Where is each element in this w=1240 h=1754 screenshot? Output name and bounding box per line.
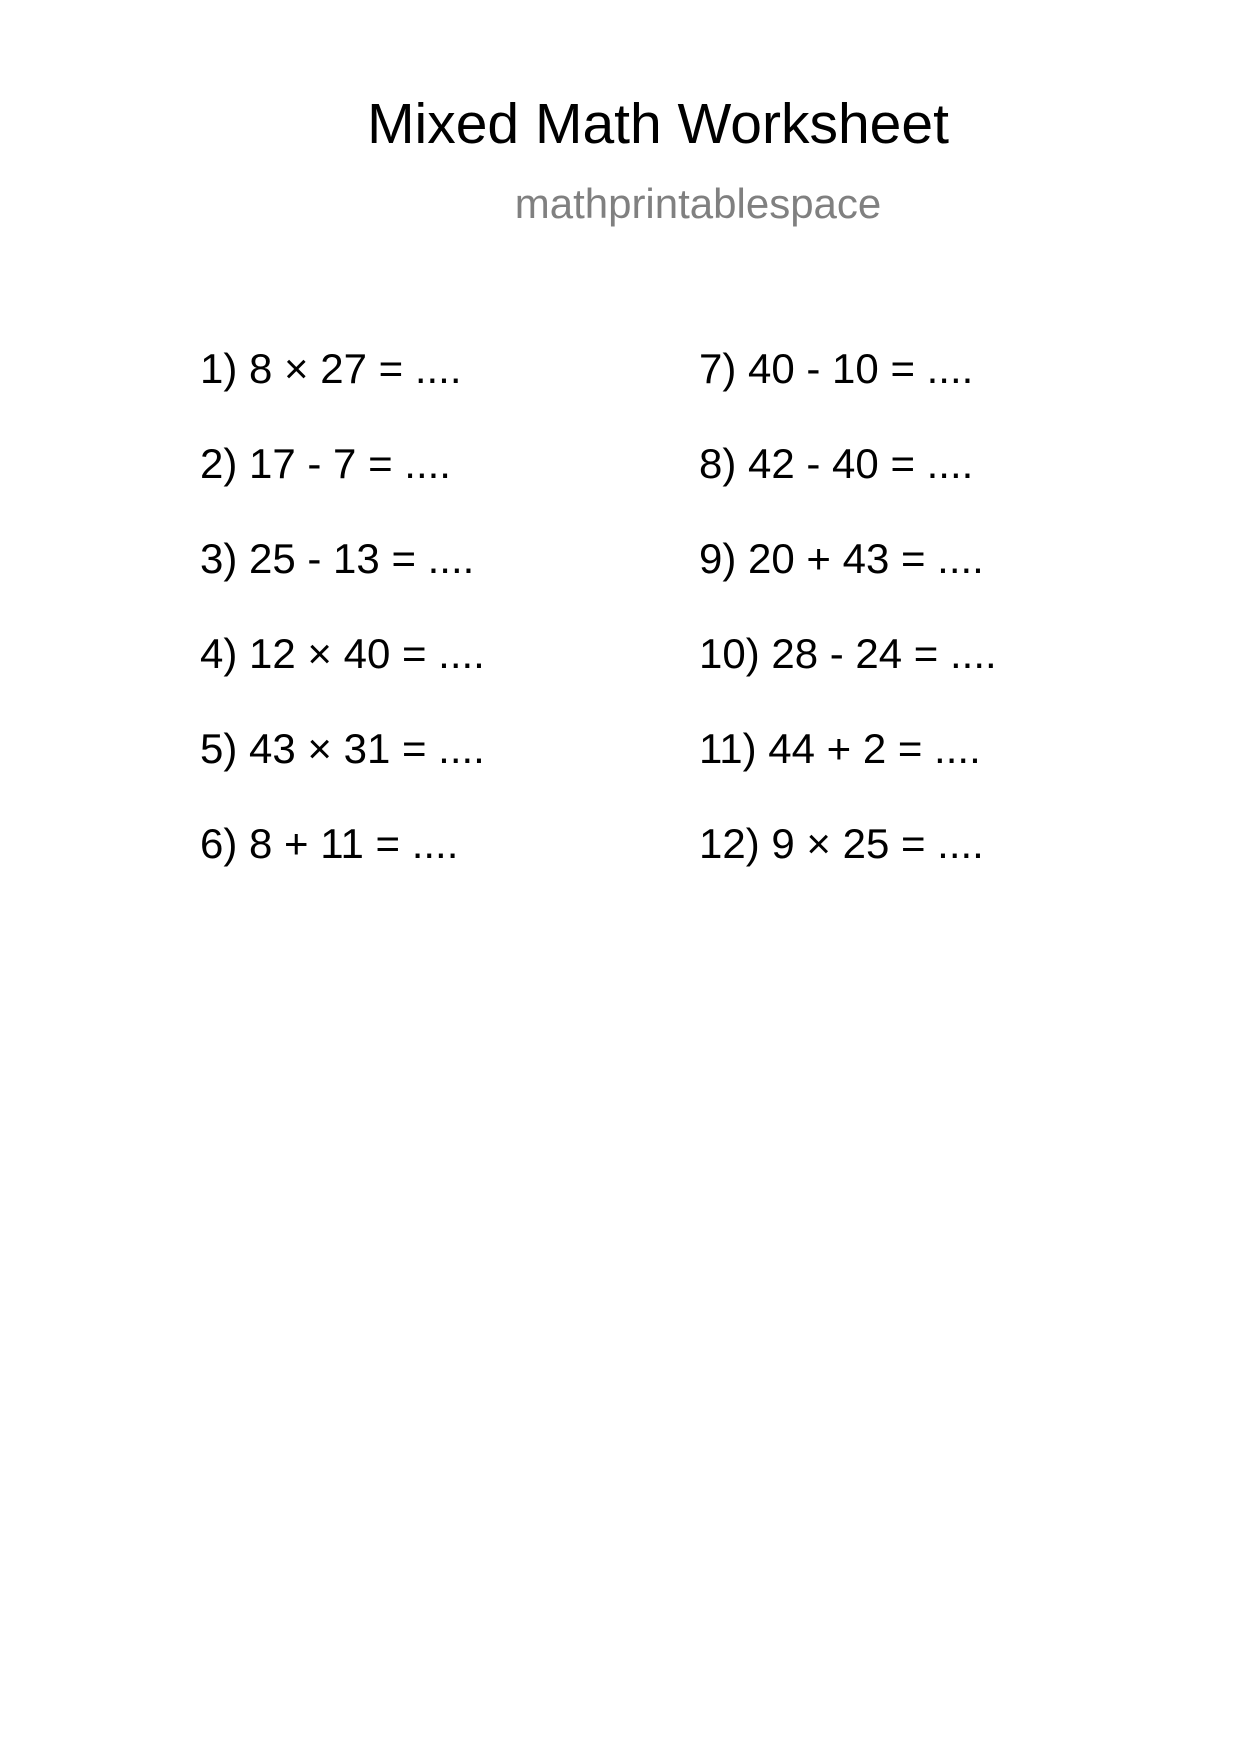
page-subtitle: mathprintablespace <box>514 180 882 227</box>
problem-column-right <box>699 345 1179 918</box>
problem-list <box>200 345 1060 888</box>
problem-5: 5) 43 × 31 = .... <box>200 725 485 772</box>
problem-column-left <box>200 345 680 918</box>
problem-12: 12) 9 × 25 = .... <box>699 820 984 867</box>
problem-4: 4) 12 × 40 = .... <box>200 630 485 677</box>
problem-6: 6) 8 + 11 = .... <box>200 820 459 867</box>
page-title: Mixed Math Worksheet <box>367 92 949 156</box>
problem-10: 10) 28 - 24 = .... <box>699 630 997 677</box>
problem-3: 3) 25 - 13 = .... <box>200 535 475 582</box>
problem-11: 11) 44 + 2 = .... <box>699 725 981 772</box>
problem-8: 8) 42 - 40 = .... <box>699 440 974 487</box>
problem-7: 7) 40 - 10 = .... <box>699 345 974 392</box>
problem-1: 1) 8 × 27 = .... <box>200 345 462 392</box>
problem-9: 9) 20 + 43 = .... <box>699 535 984 582</box>
problem-2: 2) 17 - 7 = .... <box>200 440 451 487</box>
